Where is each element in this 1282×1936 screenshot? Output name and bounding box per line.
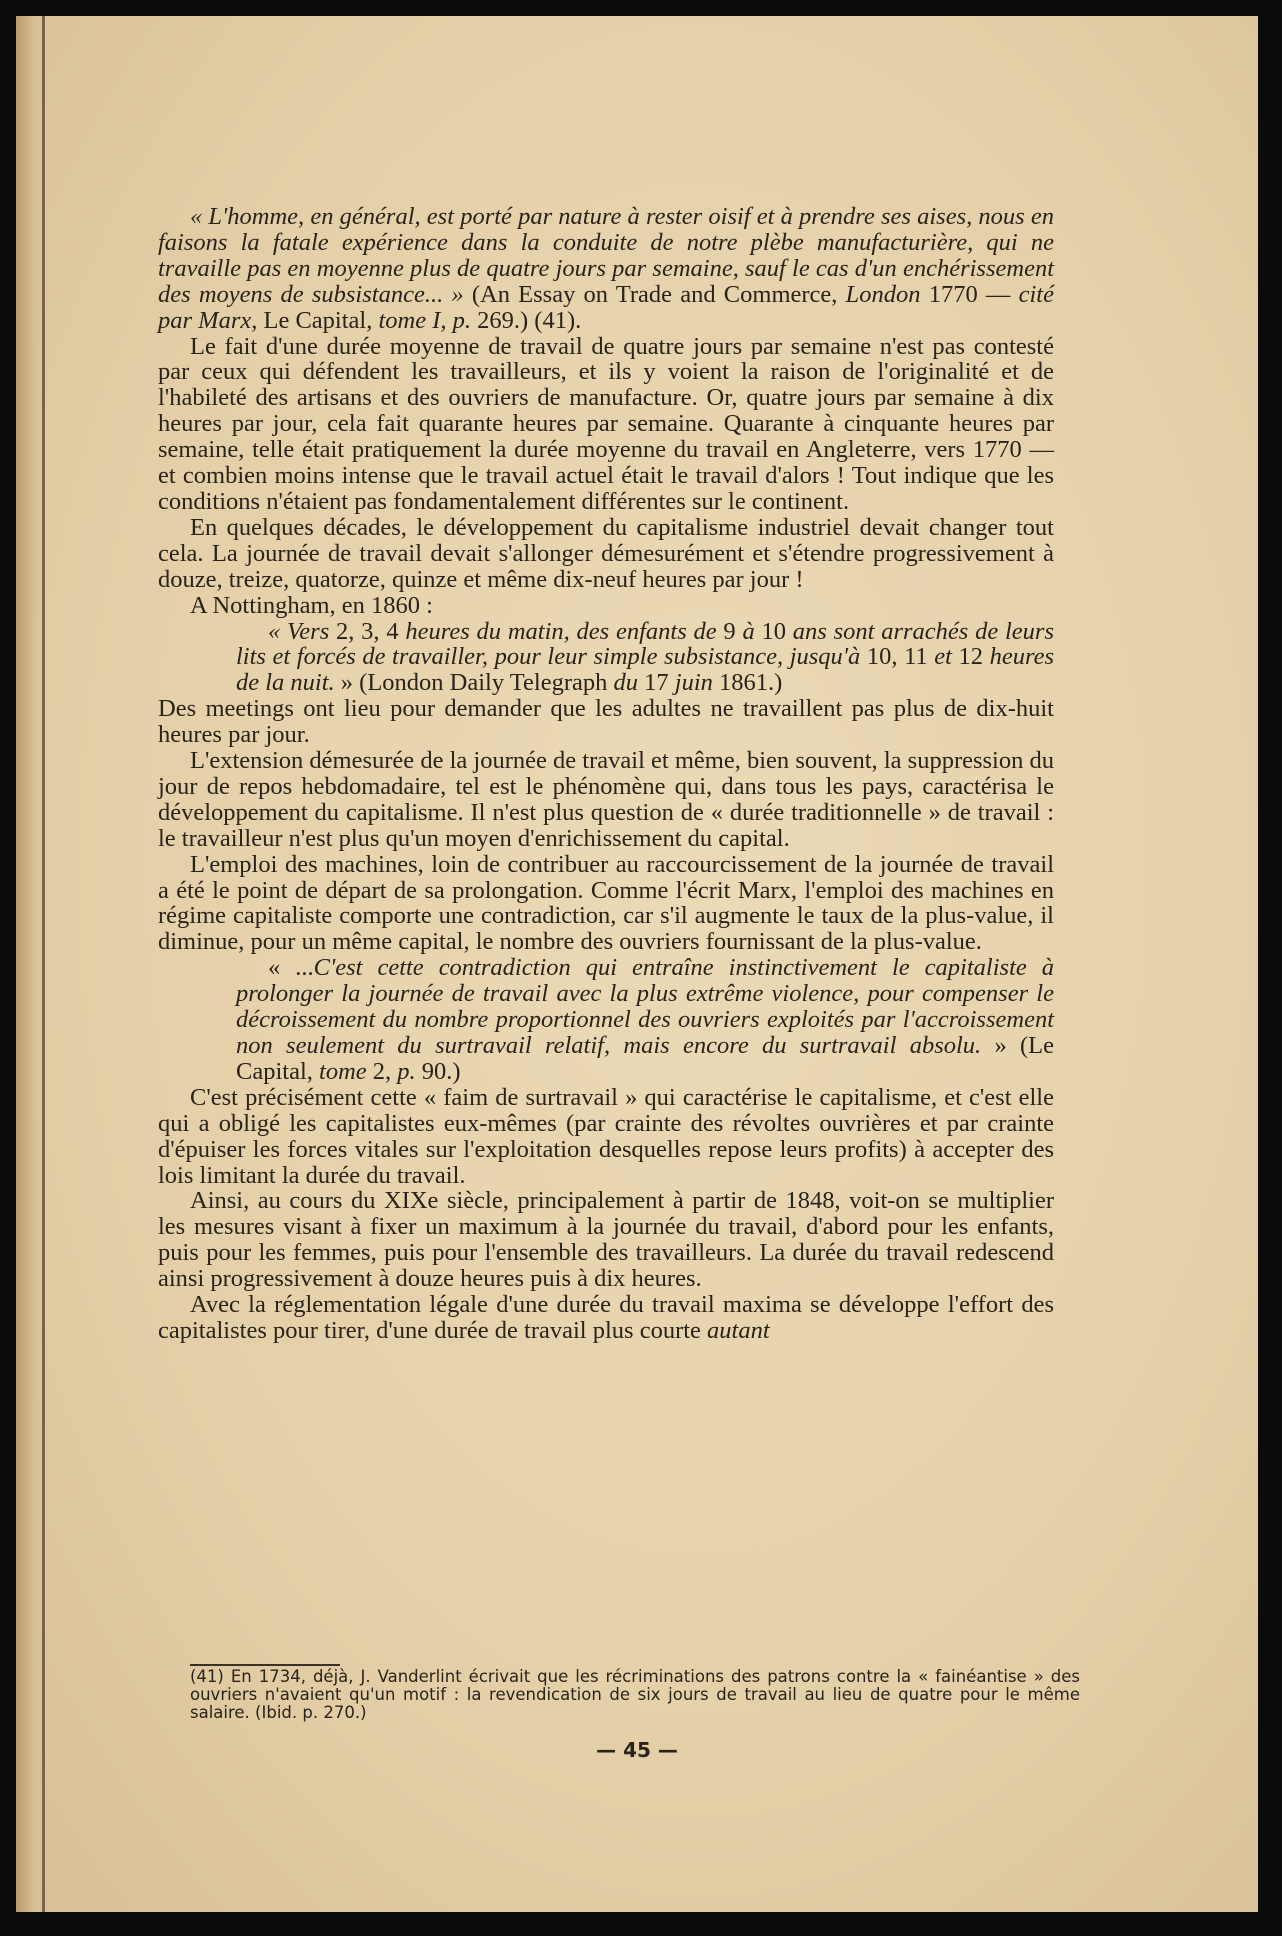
- text-segment: cité par Marx,: [158, 280, 1054, 334]
- text-segment: » (London Daily Telegraph: [334, 669, 614, 697]
- text-segment: L'emploi des machines, loin de contribuer au raccourcissement de la journée de travail a été le point de départ de sa prolongation. Comme l'écrit Marx, l'emploi des machines en régime capitaliste comporte une contradiction, car s'il augmente le taux de la plus-value, il diminue, pour un même capital, le nombre des ouvriers fournissant de la plus-value.: [158, 850, 1054, 956]
- text-segment: 9: [716, 617, 743, 645]
- text-segment: heures de la nuit.: [236, 643, 1054, 697]
- text-segment: p.: [397, 1057, 416, 1085]
- paragraph-p8: [158, 852, 1054, 956]
- text-segment: En quelques décades, le développement du capitalisme industriel devait changer tout cela. La journée de travail devait s'allonger démesurément et s'étendre progressivement à douze, treize, quatorze, quinze et même dix-neuf heures par jour !: [158, 513, 1054, 593]
- text-segment: heures du matin, des enfants de: [405, 617, 717, 645]
- text-segment: du: [613, 669, 639, 697]
- footnote-rule: [190, 1664, 340, 1666]
- text-segment: juin: [674, 669, 713, 697]
- text-segment: Le Capital,: [257, 306, 379, 334]
- paragraph-p10: [158, 1085, 1054, 1189]
- book-page: [16, 16, 1258, 1912]
- paragraph-p9: [236, 955, 1054, 1085]
- paragraph-p5: [236, 619, 1054, 697]
- text-segment: L'extension démesurée de la journée de travail et même, bien souvent, la suppression du jour de repos hebdomadaire, tel est le phénomène qui, dans tous les pays, caractérisa le développement du capitalisme. Il n'est plus question de « durée traditionnelle » de travail : le travailleur n'est plus qu'un moyen d'enrichissement du capital.: [158, 747, 1054, 852]
- text-segment: « Vers: [268, 617, 330, 645]
- text-segment: 2, 3, 4: [329, 617, 406, 645]
- text-segment: 1770 —: [920, 280, 1019, 308]
- text-segment: A Nottingham, en 1860 :: [190, 591, 433, 619]
- text-segment: ans sont arrachés de leurs lits et forcés de travailler, pour leur simple subsistance, jusqu'à: [236, 617, 1055, 671]
- text-segment: 10, 11: [860, 643, 935, 671]
- text-segment: Avec la réglementation légale d'une durée du travail maxima se développe l'effort des capitalistes pour tirer, d'une durée de travail plus courte: [158, 1291, 1054, 1344]
- text-segment: « L'homme, en général, est porté par nature à rester oisif et à prendre ses aises, nous en faisons la fatale expérience dans la conduite de notre plèbe manufacturière, qui ne travaille pas en moyenne plus de quatre jours par semaine, sauf le cas d'un enchérissement des moyens de subsistance... »: [158, 203, 1054, 308]
- page-number: — 45 —: [596, 1738, 678, 1762]
- text-segment: London: [845, 280, 921, 308]
- text-segment: C'est précisément cette « faim de surtravail » qui caractérise le capitalisme, et c'est elle qui a obligé les capitalistes eux-mêmes (par crainte des révoltes ouvrières et par crainte d'épuiser les forces vitales sur l'exploitation desquelles repose leurs profits) à accepter des lois limitant la durée du travail.: [158, 1083, 1054, 1189]
- text-segment: 1861.): [712, 669, 783, 697]
- paragraph-p12: [158, 1292, 1054, 1344]
- paragraph-p1: [158, 204, 1054, 334]
- text-segment: Le fait d'une durée moyenne de travail de quatre jours par semaine n'est pas contesté par ceux qui défendent les travailleurs, et ils y voient la raison de l'originalité et de l'habileté des artisans et des ouvriers de manufacture. Or, quatre jours par semaine à dix heures par jour, cela fait quarante heures par semaine. Quarante à cinquante heures par semaine, telle était pratiquement la durée moyenne du travail en Angleterre, vers 1770 — et combien moins intense que le travail actuel était le travail d'alors ! Tout indique que les conditions n'étaient pas fondamentalement différentes sur le continent.: [158, 332, 1054, 515]
- footnote: (41) En 1734, déjà, J. Vanderlint écrivait que les récriminations des patrons contre la « fainéantise » des ouvriers n'avaient qu'un motif : la revendication de six jours de travail au lieu de quatre pour le même salaire. (Ibid. p. 270.): [190, 1667, 1080, 1722]
- text-segment: 2,: [366, 1057, 398, 1085]
- text-segment: 12: [951, 643, 990, 671]
- paragraph-p4: [158, 593, 1054, 619]
- text-segment: C'est cette contradiction qui entraîne instinctivement le capitaliste à prolonger la journée de travail avec la plus extrême violence, pour compenser le décroissement du nombre proportionnel des ouvriers exploités par l'accroissement non seulement du surtravail relatif, mais encore du surtravail absolu.: [236, 954, 1055, 1059]
- paragraph-p6: [158, 696, 1054, 748]
- text-segment: Ainsi, au cours du XIXe siècle, principalement à partir de 1848, voit-on se multiplier les mesures visant à fixer un maximum à la journée du travail, d'abord pour les enfants, puis pour les femmes, puis pour l'ensemble des travailleurs. La durée du travail redescend ainsi progressivement à douze heures puis à dix heures.: [158, 1187, 1054, 1293]
- binding-line: [42, 16, 45, 1912]
- text-segment: tome: [319, 1057, 367, 1085]
- paragraph-p3: [158, 515, 1054, 593]
- paragraph-p7: [158, 748, 1054, 852]
- text-segment: autant: [707, 1316, 770, 1344]
- text-segment: 269.) (41).: [471, 306, 582, 334]
- text-segment: à: [742, 617, 755, 645]
- paragraph-p11: [158, 1188, 1054, 1292]
- text-segment: 10: [754, 617, 793, 645]
- paragraph-p2: [158, 334, 1054, 515]
- body-text: [158, 204, 1054, 1344]
- text-segment: » (Le Capital,: [236, 1032, 1054, 1085]
- text-segment: tome I, p.: [378, 306, 472, 334]
- text-segment: 90.): [415, 1057, 461, 1085]
- text-segment: 17: [638, 669, 675, 697]
- text-segment: « ...: [268, 954, 314, 982]
- text-segment: (An Essay on Trade and Commerce,: [463, 280, 846, 308]
- text-segment: Des meetings ont lieu pour demander que les adultes ne travaillent pas plus de dix-huit heures par jour.: [158, 695, 1054, 749]
- text-segment: et: [934, 643, 952, 671]
